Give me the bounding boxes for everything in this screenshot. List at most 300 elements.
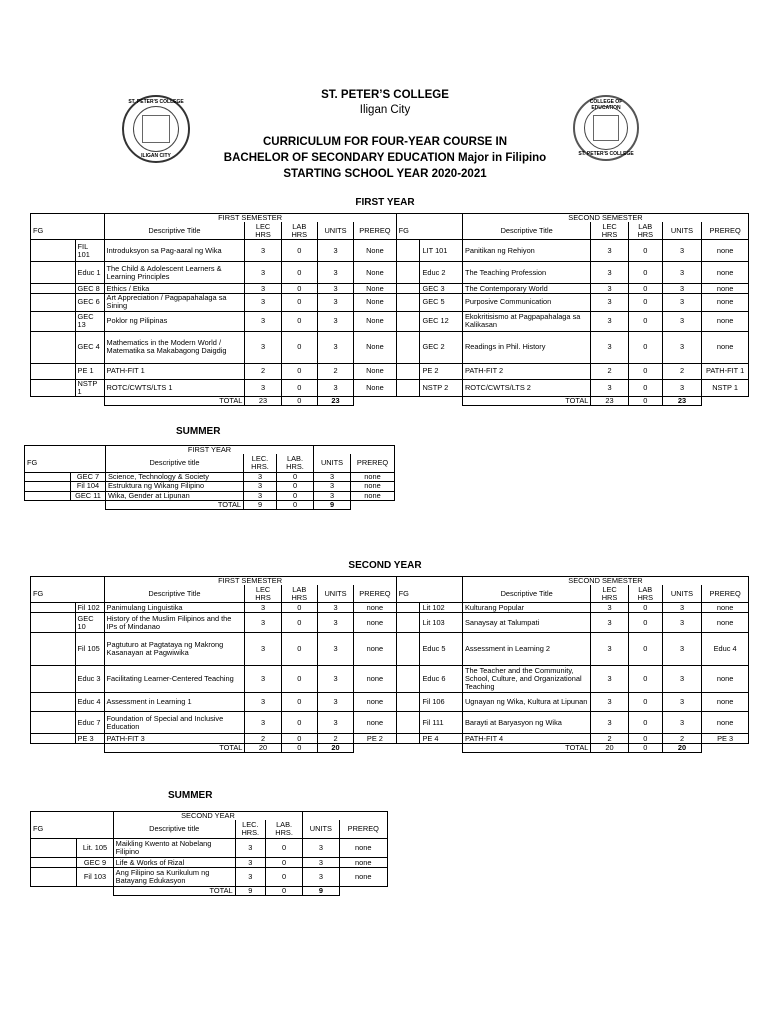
table-cell <box>396 240 420 262</box>
course-code: FIL 101 <box>75 240 104 262</box>
semester-label: SECOND SEMESTER <box>462 214 748 223</box>
summer-year-label: SECOND YEAR <box>113 812 303 821</box>
course-title: Introduksyon sa Pag-aaral ng Wika <box>104 240 245 262</box>
lab-hours: 0 <box>277 491 314 500</box>
units: 3 <box>662 633 701 666</box>
course-title: Art Appreciation / Pagpapahalaga sa Sining <box>104 294 245 311</box>
table-row <box>31 734 749 744</box>
course-title: Panimulang Linguistika <box>104 603 245 613</box>
units-header: UNITS <box>317 222 353 240</box>
college-name: ST. PETER’S COLLEGE <box>321 89 449 101</box>
prereq-header: PREREQ <box>702 222 749 240</box>
units: 3 <box>662 603 701 613</box>
lab-hours: 0 <box>281 613 317 633</box>
lab-hours: 0 <box>277 482 314 491</box>
table-cell <box>702 744 749 753</box>
lec-hours: 3 <box>591 613 628 633</box>
table-cell <box>396 331 420 363</box>
table-cell <box>31 734 76 744</box>
course-code: Educ 3 <box>75 666 104 693</box>
course-title: History of the Muslim Filipinos and the IPs of Mindanao <box>104 613 245 633</box>
course-title: Kulturang Popular <box>462 603 590 613</box>
total-row <box>31 397 749 406</box>
curriculum-title-line1: CURRICULUM FOR FOUR-YEAR COURSE IN <box>262 136 508 148</box>
course-code: GEC 2 <box>420 331 462 363</box>
total-lab: 0 <box>628 744 662 753</box>
lab-hours: 0 <box>281 693 317 712</box>
lec-hours: 3 <box>244 473 277 482</box>
course-code: Fil 111 <box>420 712 462 734</box>
table-cell <box>354 744 397 753</box>
total-lab: 0 <box>265 887 302 896</box>
desc-header: Descriptive Title <box>104 585 245 603</box>
table-cell <box>75 585 104 603</box>
course-title: Panitikan ng Rehiyon <box>462 240 590 262</box>
prereq: none <box>354 603 397 613</box>
second-year-table <box>30 576 749 753</box>
semester-label-row <box>31 577 749 586</box>
table-header-row <box>31 222 749 240</box>
units-header: UNITS <box>317 585 353 603</box>
course-title: The Teaching Profession <box>462 262 590 284</box>
lec-hours: 3 <box>591 633 628 666</box>
units: 3 <box>317 633 353 666</box>
lab-hours: 0 <box>628 633 662 666</box>
lec-hours: 3 <box>245 379 281 396</box>
prereq: None <box>354 284 397 294</box>
units: 3 <box>317 693 353 712</box>
course-title: Life & Works of Rizal <box>113 858 235 868</box>
units: 3 <box>662 331 701 363</box>
table-cell <box>31 887 77 896</box>
course-code: GEC 10 <box>75 613 104 633</box>
summer1-heading: SUMMER <box>176 426 221 437</box>
prereq-header: PREREQ <box>354 222 397 240</box>
lec-header: LEC HRS <box>591 585 628 603</box>
lec-hours: 3 <box>591 666 628 693</box>
prereq: none <box>351 482 395 491</box>
lec-hours: 3 <box>245 613 281 633</box>
fg-header: FG <box>396 585 420 603</box>
lab-hours: 0 <box>281 712 317 734</box>
prereq: PE 2 <box>354 734 397 744</box>
course-title: PATH-FIT 3 <box>104 734 245 744</box>
first-year-table <box>30 213 749 406</box>
prereq: none <box>702 603 749 613</box>
lec-hours: 3 <box>245 693 281 712</box>
course-title: Maikling Kwento at Nobelang Filipino <box>113 839 235 858</box>
course-title: Sanaysay at Talumpati <box>462 613 590 633</box>
curriculum-title-line2: BACHELOR OF SECONDARY EDUCATION Major in Filipino <box>223 152 547 164</box>
prereq: NSTP 1 <box>702 379 749 396</box>
prereq: None <box>354 311 397 331</box>
prereq: none <box>354 613 397 633</box>
course-title: Mathematics in the Modern World / Matematika sa Makabagong Daigdig <box>104 331 245 363</box>
units: 3 <box>317 666 353 693</box>
course-code: Fil 103 <box>77 868 113 887</box>
course-title: ROTC/CWTS/LTS 2 <box>462 379 590 396</box>
course-code: GEC 3 <box>420 284 462 294</box>
seal-left-bottom-text: ILIGAN CITY <box>141 153 171 159</box>
table-row <box>31 284 749 294</box>
table-cell <box>77 820 113 839</box>
lab-hours: 0 <box>281 633 317 666</box>
table-cell <box>396 693 420 712</box>
prereq: none <box>351 473 395 482</box>
table-row <box>31 613 749 633</box>
desc-header: Descriptive title <box>106 454 244 473</box>
units: 3 <box>662 294 701 311</box>
table-cell <box>71 500 106 509</box>
table-cell <box>31 311 76 331</box>
table-cell <box>75 222 104 240</box>
prereq-header: PREREQ <box>339 820 387 839</box>
table-cell <box>420 397 462 406</box>
desc-header: Descriptive title <box>113 820 235 839</box>
table-row <box>31 311 749 331</box>
lab-hours: 0 <box>628 734 662 744</box>
units: 3 <box>317 311 353 331</box>
table-row <box>25 491 395 500</box>
lab-hours: 0 <box>628 712 662 734</box>
course-title: Science, Technology & Society <box>106 473 244 482</box>
total-lab: 0 <box>628 397 662 406</box>
table-cell <box>396 294 420 311</box>
course-code: Educ 2 <box>420 262 462 284</box>
table-cell <box>420 744 462 753</box>
summer2-heading: SUMMER <box>168 790 213 801</box>
lec-hours: 3 <box>591 693 628 712</box>
course-code: GEC 6 <box>75 294 104 311</box>
units: 3 <box>662 311 701 331</box>
prereq: none <box>354 666 397 693</box>
table-header-row <box>31 585 749 603</box>
lec-hours: 3 <box>244 491 277 500</box>
lab-hours: 0 <box>628 284 662 294</box>
course-code: NSTP 2 <box>420 379 462 396</box>
lec-hours: 3 <box>591 240 628 262</box>
units: 3 <box>662 240 701 262</box>
total-units: 23 <box>662 397 701 406</box>
table-cell <box>396 577 462 586</box>
units: 3 <box>662 284 701 294</box>
fg-header: FG <box>31 585 76 603</box>
fg-header: FG <box>31 820 77 839</box>
units: 3 <box>303 839 339 858</box>
units-header: UNITS <box>303 820 339 839</box>
prereq: None <box>354 363 397 379</box>
semester-label-row <box>31 214 749 223</box>
course-title: Poklor ng Pilipinas <box>104 311 245 331</box>
lab-hours: 0 <box>281 284 317 294</box>
table-header-row <box>31 820 388 839</box>
table-cell <box>351 500 395 509</box>
lab-hours: 0 <box>265 839 302 858</box>
seal-left-top-text: ST. PETER'S COLLEGE <box>128 99 184 105</box>
lab-hours: 0 <box>628 331 662 363</box>
table-row <box>31 633 749 666</box>
lec-hours: 3 <box>591 284 628 294</box>
lab-hours: 0 <box>628 379 662 396</box>
total-lec: 9 <box>244 500 277 509</box>
lab-hours: 0 <box>277 473 314 482</box>
course-code: LIT 101 <box>420 240 462 262</box>
course-code: Educ 4 <box>75 693 104 712</box>
lec-hours: 3 <box>235 858 265 868</box>
units: 3 <box>317 331 353 363</box>
table-cell <box>31 240 76 262</box>
course-title: Readings in Phil. History <box>462 331 590 363</box>
lec-hours: 3 <box>245 603 281 613</box>
total-units: 23 <box>317 397 353 406</box>
course-code: Fil 104 <box>71 482 106 491</box>
course-title: ROTC/CWTS/LTS 1 <box>104 379 245 396</box>
summer-year-row <box>31 812 388 821</box>
total-units: 9 <box>303 887 339 896</box>
course-title: The Teacher and the Community, School, Culture, and Organizational Teaching <box>462 666 590 693</box>
prereq: none <box>702 712 749 734</box>
table-cell <box>31 397 76 406</box>
table-cell <box>396 633 420 666</box>
prereq: none <box>354 712 397 734</box>
prereq-header: PREREQ <box>351 454 395 473</box>
table-cell <box>31 744 76 753</box>
prereq: none <box>702 666 749 693</box>
total-label: TOTAL <box>104 397 245 406</box>
units-header: UNITS <box>314 454 351 473</box>
lab-hours: 0 <box>628 603 662 613</box>
table-cell <box>396 734 420 744</box>
course-code: Lit. 105 <box>77 839 113 858</box>
table-cell <box>31 693 76 712</box>
lec-hours: 3 <box>244 482 277 491</box>
first-year-heading: FIRST YEAR <box>355 197 415 208</box>
table-cell <box>396 214 462 223</box>
course-code: PE 3 <box>75 734 104 744</box>
lab-hours: 0 <box>281 363 317 379</box>
lec-hours: 3 <box>245 712 281 734</box>
units: 3 <box>303 858 339 868</box>
course-code: Fil 105 <box>75 633 104 666</box>
total-lec: 20 <box>591 744 628 753</box>
total-label: TOTAL <box>104 744 245 753</box>
college-city: Iligan City <box>359 104 411 116</box>
total-lec: 23 <box>591 397 628 406</box>
prereq-header: PREREQ <box>702 585 749 603</box>
course-code: PE 2 <box>420 363 462 379</box>
course-title: The Contemporary World <box>462 284 590 294</box>
prereq: None <box>354 262 397 284</box>
lec-header: LEC. HRS. <box>244 454 277 473</box>
table-cell <box>31 379 76 396</box>
lab-hours: 0 <box>628 262 662 284</box>
table-row <box>25 473 395 482</box>
course-code: GEC 13 <box>75 311 104 331</box>
course-code: GEC 7 <box>71 473 106 482</box>
course-code: Educ 6 <box>420 666 462 693</box>
lec-header: LEC HRS <box>245 222 281 240</box>
units: 3 <box>314 491 351 500</box>
lab-hours: 0 <box>628 363 662 379</box>
table-cell <box>31 858 77 868</box>
total-label: TOTAL <box>106 500 244 509</box>
total-units: 9 <box>314 500 351 509</box>
units: 3 <box>317 379 353 396</box>
prereq: none <box>354 633 397 666</box>
units-header: UNITS <box>662 222 701 240</box>
lab-header: LAB HRS <box>281 222 317 240</box>
table-cell <box>25 446 106 455</box>
lab-hours: 0 <box>281 311 317 331</box>
total-label: TOTAL <box>462 397 590 406</box>
course-code: GEC 8 <box>75 284 104 294</box>
units: 3 <box>317 603 353 613</box>
course-code: Lit 103 <box>420 613 462 633</box>
table-row <box>31 363 749 379</box>
lec-hours: 2 <box>245 363 281 379</box>
course-title: Ekokritisismo at Pagpapahalaga sa Kalikasan <box>462 311 590 331</box>
prereq: None <box>354 379 397 396</box>
summer1-table <box>24 445 395 510</box>
units: 3 <box>317 262 353 284</box>
total-lec: 23 <box>245 397 281 406</box>
units: 2 <box>662 363 701 379</box>
desc-header: Descriptive Title <box>462 222 590 240</box>
course-code: Lit 102 <box>420 603 462 613</box>
units: 3 <box>662 379 701 396</box>
table-cell <box>396 603 420 613</box>
lab-hours: 0 <box>265 858 302 868</box>
lec-hours: 3 <box>591 603 628 613</box>
course-code: GEC 5 <box>420 294 462 311</box>
course-code: Fil 102 <box>75 603 104 613</box>
lec-hours: 3 <box>245 240 281 262</box>
total-lab: 0 <box>281 397 317 406</box>
prereq: none <box>702 262 749 284</box>
table-row <box>31 603 749 613</box>
table-row <box>31 666 749 693</box>
prereq: none <box>702 284 749 294</box>
table-header-row <box>25 454 395 473</box>
units: 2 <box>317 363 353 379</box>
units: 3 <box>317 613 353 633</box>
course-title: Estruktura ng Wikang Filipino <box>106 482 244 491</box>
prereq: none <box>351 491 395 500</box>
prereq: none <box>354 693 397 712</box>
lab-hours: 0 <box>628 666 662 693</box>
semester-label: FIRST SEMESTER <box>104 214 396 223</box>
table-row <box>31 839 388 858</box>
lec-hours: 2 <box>591 363 628 379</box>
lab-hours: 0 <box>281 666 317 693</box>
table-cell <box>396 363 420 379</box>
units: 3 <box>662 262 701 284</box>
table-cell <box>420 222 462 240</box>
total-label: TOTAL <box>113 887 235 896</box>
lab-header: LAB. HRS. <box>277 454 314 473</box>
table-cell <box>396 379 420 396</box>
table-cell <box>25 500 71 509</box>
table-cell <box>396 284 420 294</box>
units: 3 <box>662 666 701 693</box>
total-units: 20 <box>662 744 701 753</box>
fg-header: FG <box>31 222 76 240</box>
course-title: Ugnayan ng Wika, Kultura at Lipunan <box>462 693 590 712</box>
table-cell <box>303 812 388 821</box>
curriculum-title-line3: STARTING SCHOOL YEAR 2020-2021 <box>283 168 487 180</box>
total-lab: 0 <box>277 500 314 509</box>
table-row <box>31 262 749 284</box>
table-cell <box>396 712 420 734</box>
units: 3 <box>317 712 353 734</box>
total-units: 20 <box>317 744 353 753</box>
prereq: None <box>354 240 397 262</box>
units: 3 <box>662 693 701 712</box>
summer-year-label: FIRST YEAR <box>106 446 314 455</box>
lec-header: LEC HRS <box>591 222 628 240</box>
course-code: Educ 7 <box>75 712 104 734</box>
units: 2 <box>317 734 353 744</box>
table-cell <box>396 613 420 633</box>
course-code: GEC 11 <box>71 491 106 500</box>
lab-hours: 0 <box>281 262 317 284</box>
course-title: PATH-FIT 4 <box>462 734 590 744</box>
table-cell <box>339 887 387 896</box>
table-cell <box>396 397 420 406</box>
table-cell <box>75 744 104 753</box>
course-title: Ethics / Etika <box>104 284 245 294</box>
table-cell <box>31 262 76 284</box>
table-cell <box>75 397 104 406</box>
table-row <box>31 240 749 262</box>
course-code: NSTP 1 <box>75 379 104 396</box>
course-title: Barayti at Baryasyon ng Wika <box>462 712 590 734</box>
lec-hours: 3 <box>245 262 281 284</box>
total-lec: 9 <box>235 887 265 896</box>
table-row <box>31 868 388 887</box>
lec-hours: 2 <box>245 734 281 744</box>
table-cell <box>31 363 76 379</box>
table-cell <box>25 491 71 500</box>
prereq: none <box>702 240 749 262</box>
seal-right-top-text: COLLEGE OF EDUCATION <box>589 99 623 111</box>
desc-header: Descriptive Title <box>462 585 590 603</box>
lab-hours: 0 <box>628 613 662 633</box>
table-cell <box>31 839 77 858</box>
course-title: Purposive Communication <box>462 294 590 311</box>
prereq: None <box>354 331 397 363</box>
table-cell <box>31 577 105 586</box>
desc-header: Descriptive Title <box>104 222 245 240</box>
table-cell <box>396 311 420 331</box>
units-header: UNITS <box>662 585 701 603</box>
lec-hours: 3 <box>245 284 281 294</box>
lab-hours: 0 <box>628 294 662 311</box>
prereq: none <box>702 311 749 331</box>
lab-header: LAB HRS <box>628 222 662 240</box>
total-row <box>31 744 749 753</box>
table-cell <box>396 666 420 693</box>
course-title: Ang Filipino sa Kurikulum ng Batayang Edukasyon <box>113 868 235 887</box>
lec-hours: 3 <box>591 311 628 331</box>
table-cell <box>31 294 76 311</box>
units: 3 <box>662 712 701 734</box>
table-cell <box>31 712 76 734</box>
table-cell <box>25 482 71 491</box>
table-row <box>31 294 749 311</box>
table-cell <box>31 666 76 693</box>
prereq: none <box>702 331 749 363</box>
